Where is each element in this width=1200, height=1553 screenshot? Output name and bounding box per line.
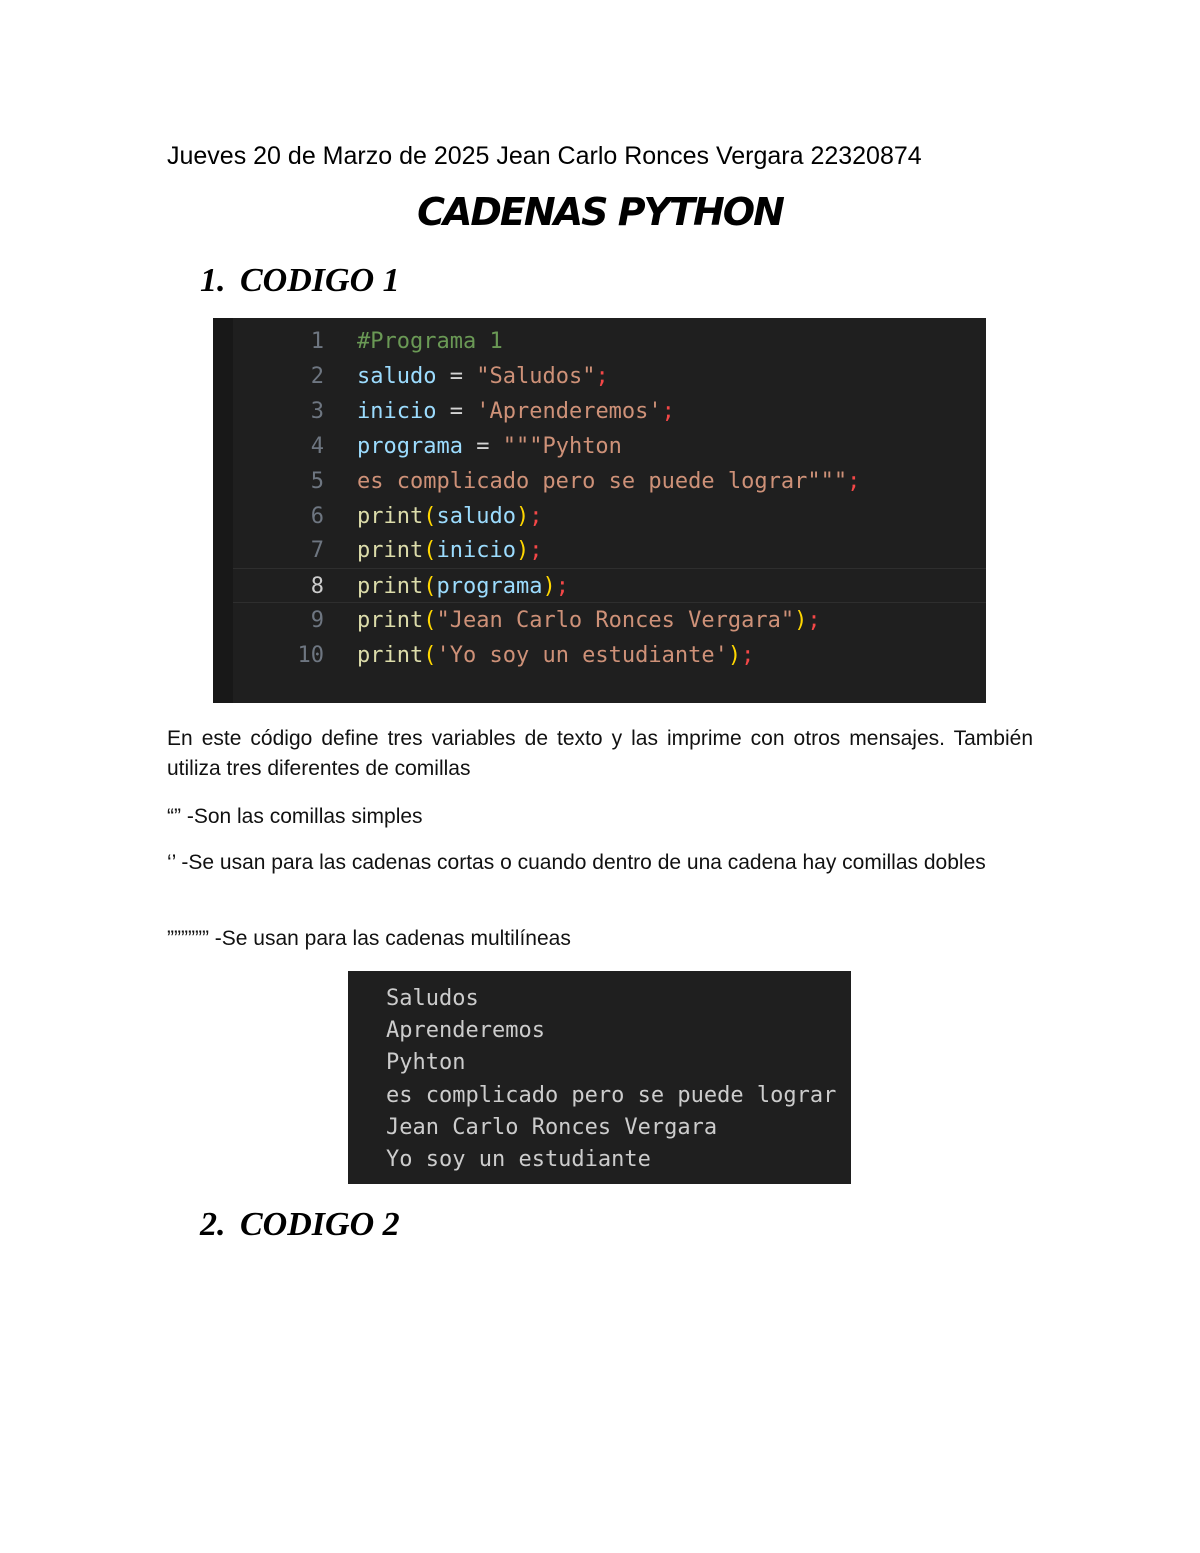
code-token: print [357, 574, 424, 600]
code-token: 'Aprenderemos' [476, 398, 662, 424]
code-token: ; [661, 398, 675, 424]
code-line [233, 324, 986, 359]
code-text [357, 638, 754, 673]
explanation-double-quotes: “” -Son las comillas simples [167, 805, 423, 828]
line-number: 10 [297, 643, 324, 669]
code-text [357, 569, 569, 604]
code-token: ) [542, 574, 556, 600]
code-line [233, 499, 986, 534]
code-token: ( [423, 643, 437, 669]
code-token: """Pyhton [502, 433, 622, 459]
code-token: 'Yo soy un estudiante' [436, 643, 728, 669]
code-text [357, 359, 609, 394]
output-line: Pyhton [386, 1050, 466, 1075]
section-number: 2. [200, 1206, 226, 1243]
explanation-intro: En este código define tres variables de texto y las imprime con otros mensajes. También utiliza tres diferentes de comillas [167, 727, 1033, 780]
code-line [233, 429, 986, 464]
line-number: 4 [310, 433, 324, 459]
explanation-single-quotes: ‘’ -Se usan para las cadenas cortas o cuando dentro de una cadena hay comillas dobles [167, 851, 986, 874]
code-token: = [462, 433, 503, 459]
code-token: ) [515, 503, 530, 529]
code-token: ; [529, 538, 543, 564]
code-token: ( [423, 503, 437, 529]
explanation-triple-quotes: ”””””” -Se usan para las cadenas multilíneas [167, 927, 571, 950]
code-token: #Programa 1 [357, 329, 503, 354]
code-token: inicio [357, 398, 437, 424]
header-date-author: Jueves 20 de Marzo de 2025 Jean Carlo Ronces Vergara 22320874 [167, 142, 922, 170]
code-token: saludo [436, 503, 516, 529]
code-token: programa [357, 433, 463, 459]
code-token: ( [423, 608, 437, 634]
output-line: Aprenderemos [386, 1018, 545, 1043]
code-token: ; [555, 574, 569, 600]
code-token: = [436, 363, 477, 389]
code-token: ; [807, 608, 821, 634]
output-line: Saludos [386, 986, 479, 1011]
code-line [233, 464, 986, 499]
code-token: ; [741, 643, 755, 669]
code-line [233, 568, 986, 603]
code-text [357, 464, 860, 499]
code-token: ( [423, 574, 437, 600]
document-title: CADENAS PYTHON [417, 190, 783, 234]
code-line [233, 603, 986, 638]
line-number: 3 [310, 398, 324, 424]
code-text [357, 499, 542, 534]
terminal-output-screenshot [348, 971, 851, 1184]
line-number: 5 [310, 468, 324, 494]
code-text [357, 603, 821, 638]
section-title: CODIGO 1 [240, 262, 400, 299]
code-text [357, 394, 675, 429]
code-token: print [357, 538, 424, 564]
code-line [233, 533, 986, 568]
code-text [357, 429, 622, 464]
code-text [357, 533, 542, 568]
code-token: ) [794, 608, 808, 634]
code-text [357, 324, 503, 359]
code-token: inicio [436, 538, 516, 564]
line-number: 2 [310, 363, 324, 389]
code-line [233, 638, 986, 673]
section-heading-2 [200, 1206, 400, 1244]
code-token: ; [847, 468, 861, 494]
line-number: 6 [310, 503, 324, 529]
output-line: es complicado pero se puede lograr [386, 1083, 837, 1108]
code-line [233, 359, 986, 394]
section-number: 1. [200, 262, 226, 299]
section-title: CODIGO 2 [240, 1206, 400, 1243]
code-token: ( [423, 538, 437, 564]
code-editor-screenshot [213, 318, 986, 703]
code-token: "Saludos" [476, 363, 596, 389]
code-line [233, 394, 986, 429]
code-token: print [357, 608, 424, 634]
output-line: Yo soy un estudiante [386, 1147, 651, 1172]
output-line: Jean Carlo Ronces Vergara [386, 1115, 718, 1140]
code-token: ) [727, 643, 742, 669]
code-token: ) [515, 538, 530, 564]
code-token: saludo [357, 363, 437, 389]
code-token: programa [436, 574, 543, 600]
editor-gutter-strip [213, 318, 233, 703]
line-number: 8 [310, 574, 324, 600]
code-token: print [357, 643, 424, 669]
line-number: 7 [310, 538, 324, 564]
code-token: es complicado pero se puede lograr""" [357, 468, 848, 494]
code-token: ; [529, 503, 543, 529]
section-heading-1 [200, 262, 400, 300]
code-token: = [436, 398, 477, 424]
code-token: print [357, 503, 424, 529]
code-token: ; [595, 363, 609, 389]
code-token: "Jean Carlo Ronces Vergara" [436, 608, 795, 634]
line-number: 9 [310, 608, 324, 634]
line-number: 1 [310, 329, 324, 354]
